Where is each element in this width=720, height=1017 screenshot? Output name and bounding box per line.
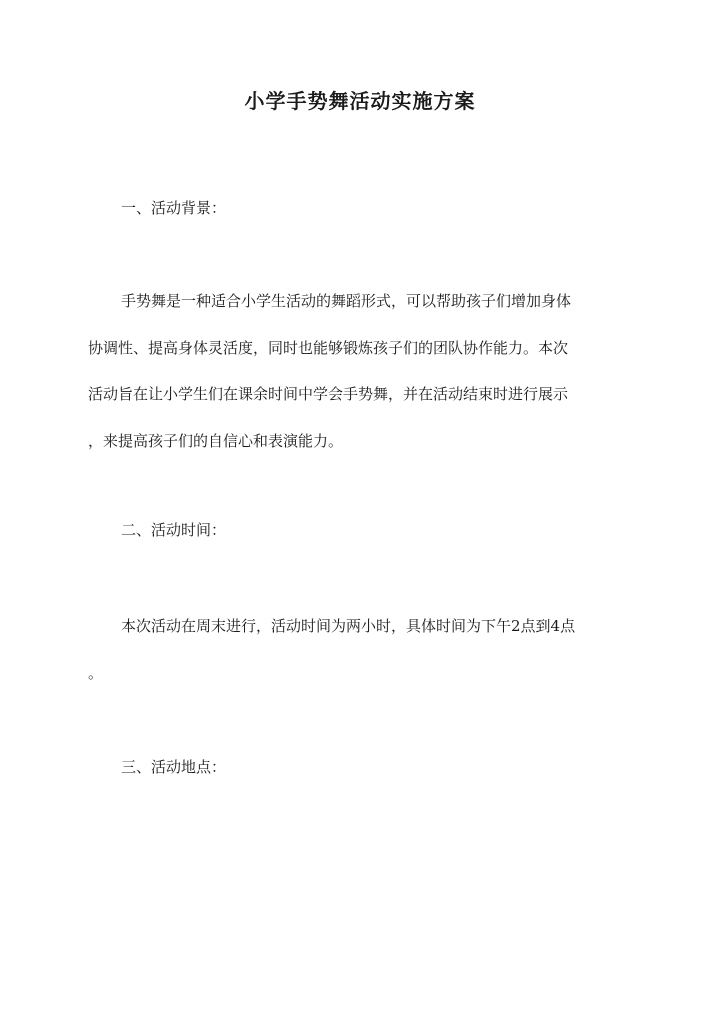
section-heading-background: 一、活动背景：	[121, 199, 227, 217]
paragraph-line: 协调性、提高身体灵活度，同时也能够锻炼孩子们的团队协作能力。本次	[88, 338, 569, 357]
paragraph-background	[88, 278, 648, 464]
paragraph-line: 活动旨在让小学生们在课余时间中学会手势舞，并在活动结束时进行展示	[88, 385, 569, 403]
paragraph-time	[88, 603, 648, 696]
paragraph-line: 。	[88, 663, 104, 682]
paragraph-line: ，来提高孩子们的自信心和表演能力。	[88, 431, 344, 450]
document-title: 小学手势舞活动实施方案	[244, 89, 476, 113]
section-heading-time: 二、活动时间：	[121, 521, 227, 539]
paragraph-line: 本次活动在周末进行，活动时间为两小时，具体时间为下午2点到4点	[121, 617, 576, 635]
paragraph-line: 手势舞是一种适合小学生活动的舞蹈形式，可以帮助孩子们增加身体	[121, 292, 572, 310]
section-heading-location: 三、活动地点：	[121, 758, 227, 776]
